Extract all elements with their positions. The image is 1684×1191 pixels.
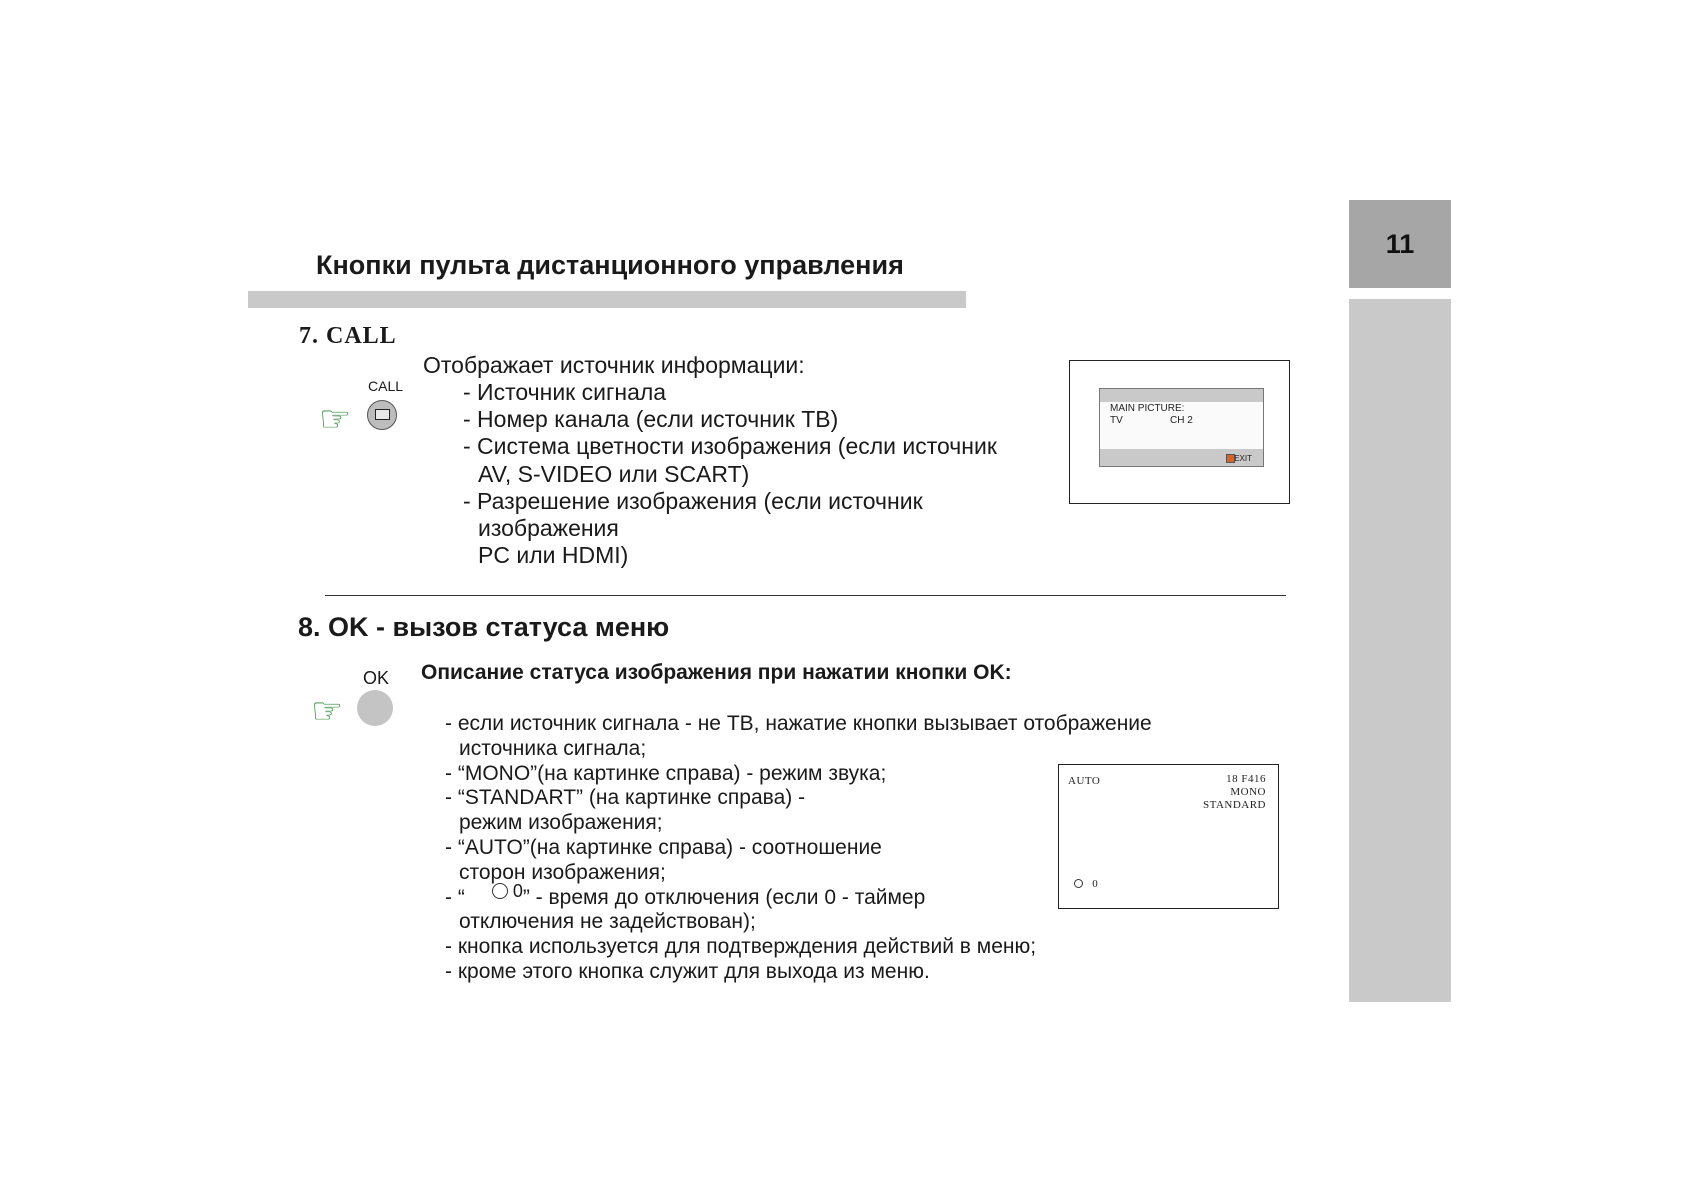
list-item bbox=[445, 881, 1152, 911]
section-8-heading: 8. OK - вызов статуса меню bbox=[298, 612, 670, 642]
page-title: Кнопки пульта дистанционного управления bbox=[316, 250, 904, 280]
section-8-subtitle: Описание статуса изображения при нажатии кнопки OK: bbox=[421, 661, 1012, 684]
osd-channel-info: 18 F416 bbox=[1226, 773, 1266, 785]
list-item: режим изображения; bbox=[459, 811, 663, 835]
list-item: - Источник сигнала bbox=[463, 379, 667, 405]
osd-info-panel bbox=[1099, 388, 1264, 467]
list-item: - кнопка используется для подтверждения действий в меню; bbox=[445, 935, 1037, 959]
timer-icon bbox=[1074, 879, 1083, 888]
list-item: - “AUTO”(на картинке справа) - соотношение bbox=[445, 835, 882, 859]
list-item: - кроме этого кнопка служит для выхода из меню. bbox=[445, 959, 930, 983]
call-button-icon bbox=[367, 400, 397, 430]
osd-channel: CH 2 bbox=[1170, 415, 1193, 426]
call-screen-illustration bbox=[1069, 360, 1290, 504]
side-bar bbox=[1349, 299, 1451, 1002]
list-item: PC или HDMI) bbox=[478, 542, 629, 569]
screen-icon bbox=[375, 409, 390, 420]
timer-inline-value: 0 bbox=[512, 881, 523, 902]
section-7-list bbox=[463, 379, 997, 569]
osd-picture-mode: STANDARD bbox=[1202, 799, 1266, 811]
ok-button-caption: OK bbox=[363, 668, 390, 688]
section-7-intro: Отображает источник информации: bbox=[423, 352, 805, 378]
list-item: отключения не задействован); bbox=[459, 910, 756, 934]
osd-timer bbox=[1074, 878, 1098, 890]
list-item: - Номер канала (если источник ТВ) bbox=[463, 406, 839, 433]
call-button-caption: CALL bbox=[368, 378, 404, 394]
timer-line-suffix: ” - время до отключения (если 0 - таймер bbox=[522, 885, 926, 909]
pointing-hand-icon: ☞ bbox=[311, 690, 344, 731]
osd-title-bar bbox=[1100, 389, 1263, 402]
section-8-list bbox=[445, 712, 1152, 985]
list-item: - Разрешение изображения (если источник bbox=[463, 487, 923, 514]
list-item: изображения bbox=[478, 515, 619, 542]
osd-main-picture: MAIN PICTURE: bbox=[1110, 403, 1185, 414]
list-item: - “MONO”(на картинке справа) - режим звука; bbox=[445, 761, 887, 785]
list-item: AV, S-VIDEO или SCART) bbox=[478, 460, 750, 487]
timer-inline-glyph bbox=[465, 881, 523, 907]
pointing-hand-icon: ☞ bbox=[319, 398, 352, 439]
ok-button-icon bbox=[357, 690, 393, 726]
list-item: - если источник сигнала - не ТВ, нажатие кнопки вызывает отображение bbox=[445, 712, 1152, 735]
page-number: 11 bbox=[1385, 228, 1415, 259]
list-item: источника сигнала; bbox=[459, 736, 647, 760]
osd-exit-label: EXIT bbox=[1234, 454, 1252, 463]
osd-timer-value: 0 bbox=[1092, 878, 1099, 890]
ok-status-screen-illustration bbox=[1058, 764, 1279, 909]
osd-aspect-ratio: AUTO bbox=[1068, 775, 1101, 787]
timer-icon bbox=[492, 883, 508, 899]
osd-source: TV bbox=[1110, 415, 1123, 426]
list-item: - Система цветности изображения (если источник bbox=[463, 433, 997, 460]
timer-line-prefix: - “ bbox=[445, 885, 465, 909]
title-underline-bar bbox=[248, 291, 966, 308]
section-divider bbox=[325, 595, 1286, 596]
list-item: сторон изображения; bbox=[459, 860, 666, 884]
section-7-heading: 7. CALL bbox=[299, 323, 397, 349]
page-number-tab bbox=[1349, 200, 1451, 288]
list-item: - “STANDART” (на картинке справа) - bbox=[445, 786, 806, 810]
osd-sound-mode: MONO bbox=[1230, 786, 1266, 798]
